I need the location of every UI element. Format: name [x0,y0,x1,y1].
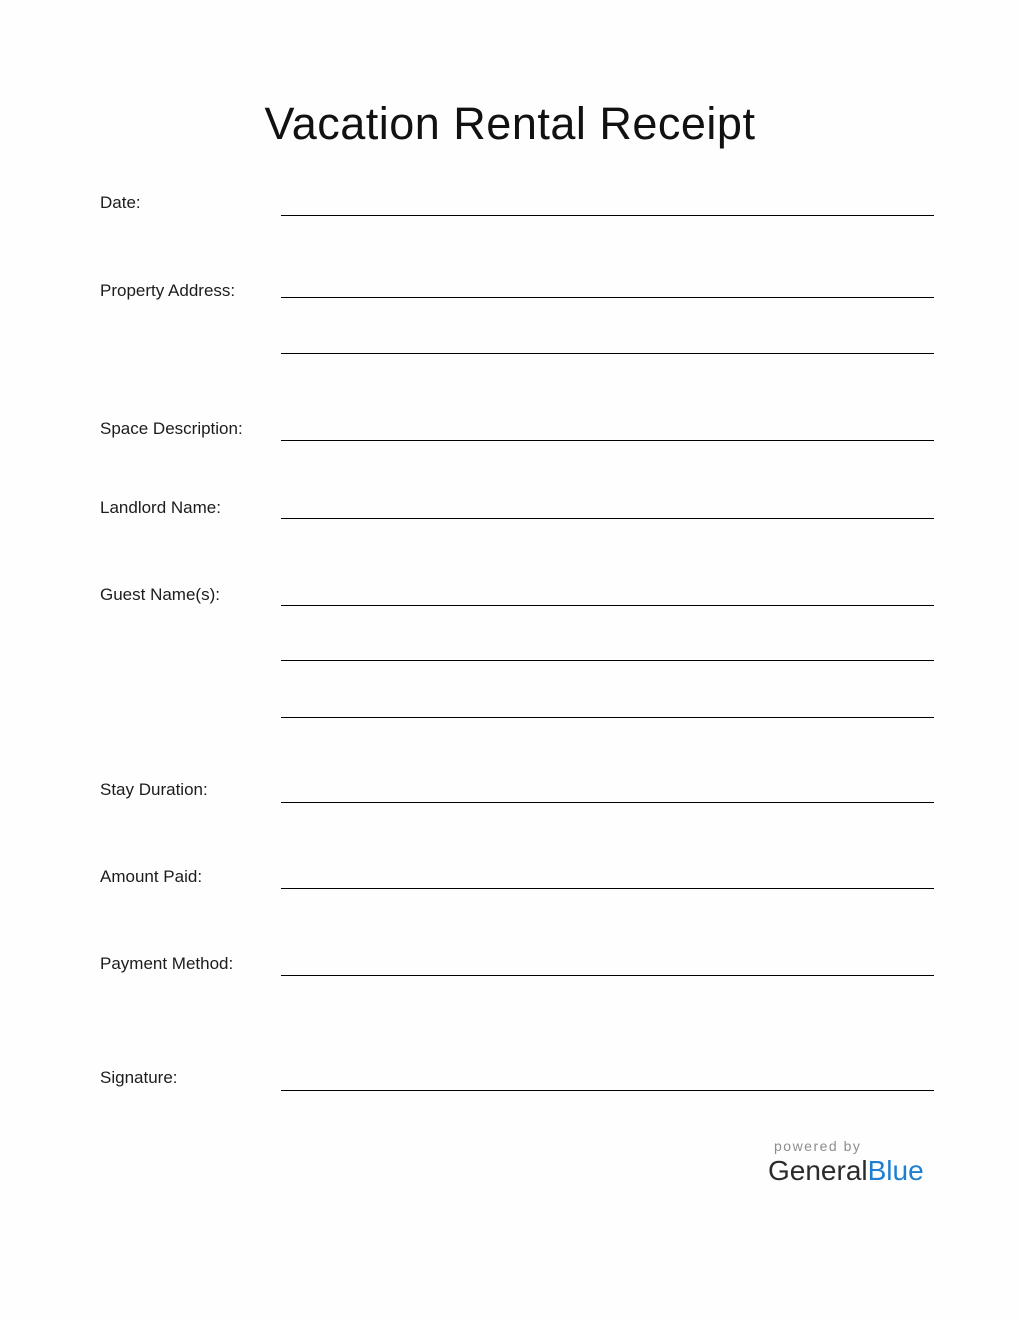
field-line-date [281,215,934,216]
field-label-amount-paid: Amount Paid: [100,867,203,886]
brand-blue-text: Blue [867,1155,924,1186]
field-label-signature: Signature: [100,1068,178,1087]
field-label-landlord-name: Landlord Name: [100,498,221,517]
field-line-landlord-name [281,518,934,519]
field-label-guest-names: Guest Name(s): [100,585,220,604]
footer-branding [768,1138,928,1186]
field-label-property-address: Property Address: [100,281,236,300]
brand-logo [768,1156,928,1186]
field-line-property-address-2 [281,353,934,354]
page-title: Vacation Rental Receipt [264,98,756,149]
field-line-guest-names-2 [281,660,934,661]
field-label-date: Date: [100,193,141,212]
field-label-payment-method: Payment Method: [100,954,234,973]
field-line-property-address-1 [281,297,934,298]
powered-by-text: powered by [774,1138,862,1154]
field-line-guest-names-3 [281,717,934,718]
field-line-signature [281,1090,934,1091]
field-line-guest-names-1 [281,605,934,606]
field-line-amount-paid [281,888,934,889]
field-label-space-description: Space Description: [100,419,243,438]
field-line-space-description [281,440,934,441]
brand-general-text: General [768,1155,868,1186]
field-label-stay-duration: Stay Duration: [100,780,208,799]
field-line-payment-method [281,975,934,976]
field-line-stay-duration [281,802,934,803]
